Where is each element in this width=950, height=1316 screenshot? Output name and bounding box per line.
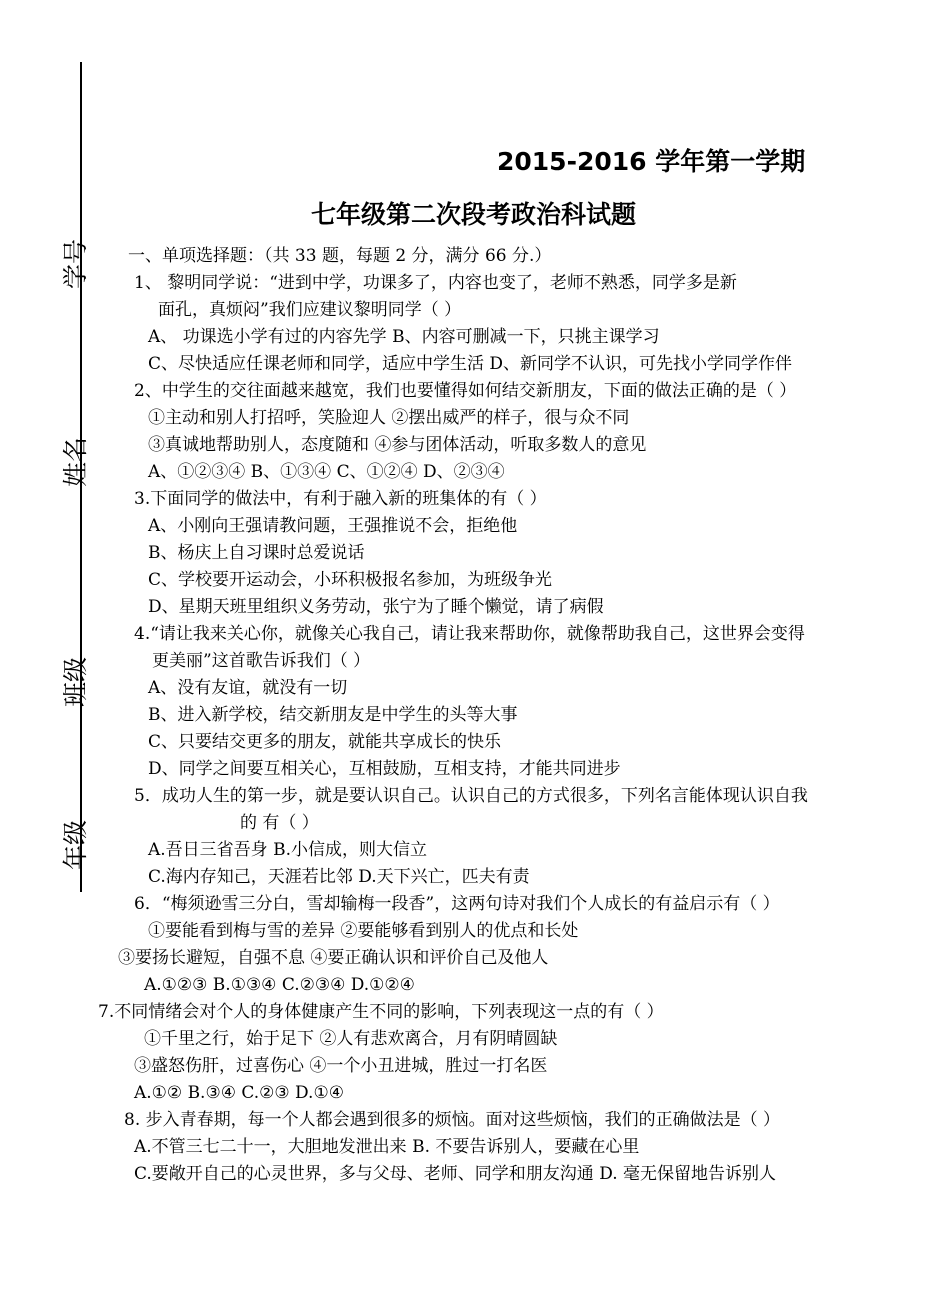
- question-text: 4.“请让我来关心你，就像关心我自己，请让我来帮助你，就像帮助我自己，这世界会变得: [134, 624, 805, 644]
- question-text: 面孔，真烦闷”我们应建议黎明同学（ ）: [158, 300, 462, 320]
- answer-option: C.要敞开自己的心灵世界，多与父母、老师、同学和朋友沟通 D. 毫无保留地告诉别人: [134, 1164, 777, 1184]
- answer-option: C、只要结交更多的朋友，就能共享成长的快乐: [148, 732, 502, 752]
- answer-option: A、 功课选小学有过的内容先学 B、内容可删减一下，只挑主课学习: [148, 327, 660, 347]
- answer-option: B、进入新学校，结交新朋友是中学生的头等大事: [148, 705, 518, 725]
- question-text: 8. 步入青春期，每一个人都会遇到很多的烦恼。面对这些烦恼，我们的正确做法是（ ）: [124, 1110, 781, 1130]
- grade-label: 年级: [61, 820, 90, 871]
- answer-option: A.吾日三省吾身 B.小信成，则大信立: [148, 840, 427, 860]
- question-text: 1、 黎明同学说：“进到中学，功课多了，内容也变了，老师不熟悉，同学多是新: [134, 273, 737, 293]
- statement-item: ①要能看到梅与雪的差异 ②要能够看到别人的优点和长处: [148, 921, 579, 941]
- statement-item: ③盛怒伤肝，过喜伤心 ④一个小丑进城，胜过一打名医: [134, 1056, 548, 1076]
- answer-option: A、小刚向王强请教问题，王强推说不会，拒绝他: [148, 516, 518, 536]
- statement-item: ③真诚地帮助别人，态度随和 ④参与团体活动，听取多数人的意见: [148, 435, 647, 455]
- question-text: 3.下面同学的做法中，有利于融入新的班集体的有（ ）: [134, 489, 547, 509]
- question-text: 7.不同情绪会对个人的身体健康产生不同的影响，下列表现这一点的有（ ）: [98, 1002, 664, 1022]
- statement-item: ③要扬长避短，自强不息 ④要正确认识和评价自己及他人: [118, 948, 549, 968]
- answer-option: A.①② B.③④ C.②③ D.①④: [134, 1083, 344, 1103]
- question-text: 2、中学生的交往面越来越宽，我们也要懂得如何结交新朋友，下面的做法正确的是（ ）: [134, 381, 797, 401]
- name-label: 姓名: [61, 437, 90, 488]
- answer-option: C、学校要开运动会，小环积极报名参加，为班级争光: [148, 570, 553, 590]
- answer-option: D、同学之间要互相关心，互相鼓励，互相支持，才能共同进步: [148, 759, 621, 779]
- answer-option: D、星期天班里组织义务劳动，张宁为了睡个懒觉，请了病假: [148, 597, 604, 617]
- answer-option: A、①②③④ B、①③④ C、①②④ D、②③④: [148, 462, 505, 482]
- section-heading: 一、单项选择题：（共 33 题，每题 2 分，满分 66 分.）: [128, 246, 552, 266]
- answer-option: C、尽快适应任课老师和同学，适应中学生活 D、新同学不认识，可先找小学同学作伴: [148, 354, 793, 374]
- question-text: 更美丽”这首歌告诉我们（ ）: [152, 651, 371, 671]
- question-text: 6．“梅须逊雪三分白，雪却输梅一段香”，这两句诗对我们个人成长的有益启示有（ ）: [134, 894, 780, 914]
- answer-option: A.①②③ B.①③④ C.②③④ D.①②④: [144, 975, 415, 995]
- answer-option: A.不管三七二十一，大胆地发泄出来 B. 不要告诉别人，要藏在心里: [134, 1137, 640, 1157]
- statement-item: ①千里之行，始于足下 ②人有悲欢离合，月有阴晴圆缺: [144, 1029, 558, 1049]
- exam-term-title: 2015-2016 学年第一学期: [497, 147, 806, 176]
- statement-item: ①主动和别人打招呼，笑脸迎人 ②摆出威严的样子，很与众不同: [148, 408, 630, 428]
- exam-subject-title: 七年级第二次段考政治科试题: [311, 200, 637, 229]
- answer-option: A、没有友谊，就没有一切: [148, 678, 348, 698]
- student-id-label: 学号: [61, 239, 90, 290]
- answer-option: C.海内存知己，天涯若比邻 D.天下兴亡，匹夫有责: [148, 867, 530, 887]
- answer-option: B、杨庆上自习课时总爱说话: [148, 543, 365, 563]
- question-text: 5．成功人生的第一步，就是要认识自己。认识自己的方式很多，下列名言能体现认识自我: [134, 786, 808, 806]
- question-text: 的 有（ ）: [240, 813, 319, 833]
- class-label: 班级: [61, 657, 90, 708]
